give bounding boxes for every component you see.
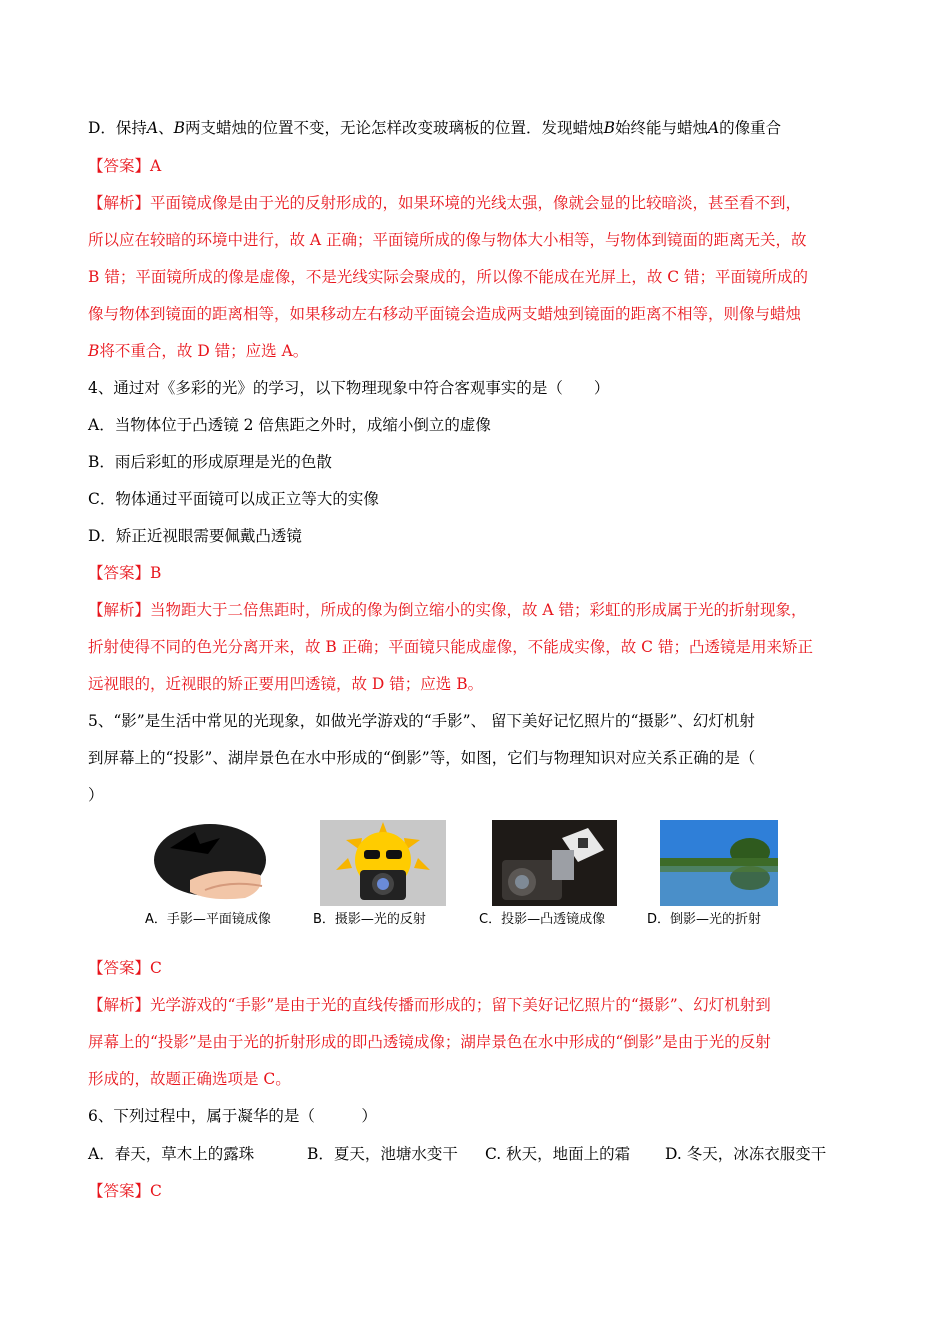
q6-question: 6、下列过程中，属于凝华的是（ ） <box>88 1107 377 1125</box>
hand-shadow-image <box>150 820 273 906</box>
q3-analysis-line: 所以应在较暗的环境中进行，故 A 正确；平面镜所成的像与物体大小相等，与物体到镜面的距离无关，故 <box>88 231 807 249</box>
lake-reflection-image <box>660 820 778 906</box>
q4-answer: 【答案】B <box>88 564 162 582</box>
figure-caption-c: C．投影—凸透镜成像 <box>479 912 606 927</box>
q3-analysis-line: 像与物体到镜面的距离相等，如果移动左右移动平面镜会造成两支蜡烛到镜面的距离不相等，则像与蜡烛 <box>88 305 802 323</box>
option-text: D．保持 <box>88 119 147 137</box>
q6-answer: 【答案】C <box>88 1182 162 1200</box>
q5-question-line: 5、“影”是生活中常见的光现象，如做光学游戏的“手影”、 留下美好记忆照片的“摄影”、幻灯机射 <box>88 712 755 730</box>
q4-analysis-line: 折射使得不同的色光分离开来，故 B 正确；平面镜只能成虚像，不能成实像，故 C 错；凸透镜是用来矫正 <box>88 638 813 656</box>
camera-sun-image <box>320 820 446 906</box>
option-text: 的像重合 <box>719 119 782 137</box>
q5-answer: 【答案】C <box>88 959 162 977</box>
q4-analysis-line: 【解析】当物距大于二倍焦距时，所成的像为倒立缩小的实像，故 A 错；彩虹的形成属于光的折射现象， <box>88 601 807 619</box>
q3-analysis-line: 【解析】平面镜成像是由于光的反射形成的，如果环境的光线太强，像就会显的比较暗淡，甚至看不到， <box>88 194 802 212</box>
q3-analysis-line: B 错；平面镜所成的像是虚像，不是光线实际会聚成的，所以像不能成在光屏上，故 C 错；平面镜所成的 <box>88 268 809 286</box>
q3-option-d <box>88 118 781 138</box>
variable-a: A <box>707 119 720 137</box>
q4-option-b: B．雨后彩虹的形成原理是光的色散 <box>88 453 332 471</box>
q5-question-line: 到屏幕上的“投影”、湖岸景色在水中形成的“倒影”等，如图，它们与物理知识对应关系正确的是（ <box>88 749 756 767</box>
variable-b: B <box>88 342 100 360</box>
figure-caption-a: A．手影—平面镜成像 <box>145 912 271 927</box>
analysis-text: 将不重合，故 D 错；应选 A。 <box>99 342 309 360</box>
q5-analysis-line: 形成的，故题正确选项是 C。 <box>88 1070 291 1088</box>
q4-analysis-line: 远视眼的，近视眼的矫正要用凹透镜，故 D 错；应选 B。 <box>88 675 484 693</box>
figure-caption-b: B．摄影—光的反射 <box>313 912 426 927</box>
q6-option-a: A．春天，草木上的露珠 <box>88 1145 255 1163</box>
option-text: 、 <box>158 119 174 137</box>
variable-a: A <box>146 119 159 137</box>
q6-option-c: C. 秋天，地面上的霜 <box>485 1145 631 1163</box>
variable-b: B <box>603 119 615 137</box>
q6-option-b: B．夏天，池塘水变干 <box>307 1145 458 1163</box>
figure-caption-d: D．倒影—光的折射 <box>647 912 762 927</box>
q5-analysis-line: 屏幕上的“投影”是由于光的折射形成的即凸透镜成像；湖岸景色在水中形成的“倒影”是由于光的反射 <box>88 1033 771 1051</box>
q5-analysis-line: 【解析】光学游戏的“手影”是由于光的直线传播而形成的；留下美好记忆照片的“摄影”、幻灯机射到 <box>88 996 771 1014</box>
projector-image <box>492 820 617 906</box>
option-text: 始终能与蜡烛 <box>614 119 708 137</box>
q4-question: 4、通过对《多彩的光》的学习，以下物理现象中符合客观事实的是（ ） <box>88 379 610 397</box>
q6-options <box>88 1144 826 1164</box>
q3-answer: 【答案】A <box>88 157 162 175</box>
option-text: 两支蜡烛的位置不变，无论怎样改变玻璃板的位置．发现蜡烛 <box>185 119 604 137</box>
q4-option-d: D．矫正近视眼需要佩戴凸透镜 <box>88 527 302 545</box>
q3-analysis-line <box>88 341 308 361</box>
q4-option-c: C．物体通过平面镜可以成正立等大的实像 <box>88 490 379 508</box>
q5-question-line: ） <box>88 786 104 804</box>
q4-option-a: A．当物体位于凸透镜 2 倍焦距之外时，成缩小倒立的虚像 <box>88 416 491 434</box>
q6-option-d: D. 冬天，冰冻衣服变干 <box>665 1145 827 1163</box>
variable-b: B <box>173 119 186 137</box>
